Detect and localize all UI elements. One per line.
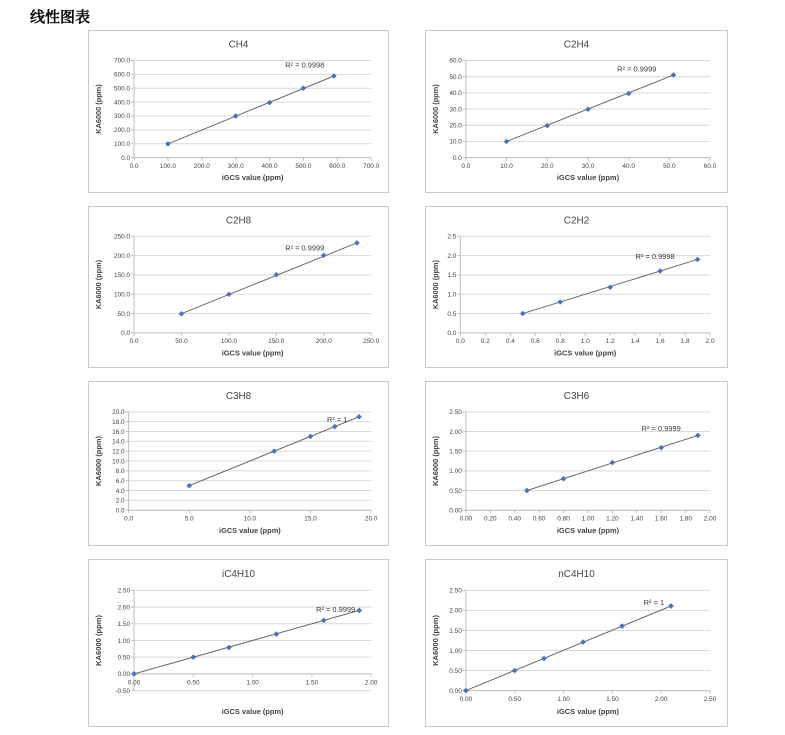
data-point-marker <box>544 123 550 128</box>
chart-card-c2h2 <box>425 206 728 368</box>
x-tick-label: 0.00 <box>459 696 473 704</box>
x-axis-title: iGCS value (ppm) <box>221 348 284 358</box>
data-point-marker <box>301 85 307 90</box>
x-tick-label: 2.00 <box>654 696 668 704</box>
y-tick-label: 14.0 <box>112 438 125 446</box>
x-tick-label: 0.0 <box>124 515 134 523</box>
y-tick-label: 12.0 <box>112 448 125 456</box>
y-tick-label: 2.0 <box>447 252 457 260</box>
y-tick-label: 4.0 <box>115 487 125 495</box>
y-tick-label: 100.0 <box>114 291 131 299</box>
x-tick-label: 40.0 <box>622 162 635 170</box>
x-tick-label: 2.0 <box>705 338 715 346</box>
r-squared-label: R² = 0.9999 <box>617 64 657 74</box>
x-axis-title: iGCS value (ppm) <box>556 173 620 183</box>
x-tick-label: 0.6 <box>530 338 540 346</box>
x-tick-label: 1.20 <box>606 515 619 523</box>
y-tick-label: 0.0 <box>121 330 131 338</box>
data-point-marker <box>356 414 362 420</box>
y-tick-label: 0.50 <box>449 487 462 495</box>
x-tick-label: 0.0 <box>129 162 139 170</box>
y-axis-title: KA6000 (ppm) <box>430 435 440 487</box>
y-tick-label: 0.50 <box>117 654 131 662</box>
y-tick-label: 200.0 <box>114 252 131 260</box>
x-tick-label: 0.8 <box>555 338 565 346</box>
data-point-marker <box>226 645 232 651</box>
x-tick-label: 0.0 <box>129 338 139 346</box>
x-tick-label: 1.0 <box>580 338 590 346</box>
chart-svg-nc4h10 <box>426 560 727 726</box>
data-point-marker <box>357 608 363 614</box>
x-tick-label: 5.0 <box>184 515 194 523</box>
y-tick-label: 20.0 <box>449 122 462 130</box>
data-point-marker <box>165 141 171 146</box>
data-point-marker <box>321 618 327 624</box>
x-tick-label: 1.50 <box>305 679 319 687</box>
data-point-marker <box>580 639 586 645</box>
chart-svg-ch4 <box>89 31 388 192</box>
x-tick-label: 0.20 <box>483 515 497 523</box>
chart-title: nC4H10 <box>558 569 595 581</box>
y-tick-label: 8.0 <box>115 468 125 476</box>
x-tick-label: 10.0 <box>500 162 513 170</box>
data-point-marker <box>695 257 701 262</box>
x-axis-title: iGCS value (ppm) <box>554 348 617 358</box>
trendline <box>507 75 674 141</box>
y-tick-label: 30.0 <box>449 106 462 114</box>
x-tick-label: 700.0 <box>363 162 380 170</box>
data-point-marker <box>695 433 701 439</box>
data-point-marker <box>267 100 273 105</box>
y-tick-label: 0.50 <box>449 667 462 675</box>
y-tick-label: 18.0 <box>112 418 125 426</box>
data-point-marker <box>619 623 625 629</box>
data-point-marker <box>274 631 280 637</box>
x-axis-title: iGCS value (ppm) <box>221 173 284 183</box>
y-tick-label: 100.0 <box>114 141 131 149</box>
data-point-marker <box>607 285 613 290</box>
r-squared-label: R² = 1 <box>327 415 348 425</box>
chart-svg-c3h8 <box>89 382 388 545</box>
y-tick-label: 150.0 <box>114 272 131 280</box>
trendline <box>466 606 671 691</box>
r-squared-label: R² = 0.9999 <box>285 243 325 253</box>
x-tick-label: 0.00 <box>459 515 473 523</box>
chart-svg-c3h6 <box>426 382 727 545</box>
y-tick-label: 0.0 <box>452 154 462 162</box>
y-tick-label: 2.00 <box>117 604 131 612</box>
y-tick-label: 2.5 <box>447 233 457 241</box>
data-point-marker <box>541 656 547 662</box>
x-tick-label: 1.00 <box>557 696 570 704</box>
x-tick-label: 0.2 <box>480 338 490 346</box>
x-tick-label: 100.0 <box>159 162 176 170</box>
y-axis-title: KA6000 (ppm) <box>430 260 440 310</box>
x-tick-label: 1.40 <box>630 515 644 523</box>
y-tick-label: 1.5 <box>447 272 457 280</box>
chart-title: CH4 <box>228 39 249 51</box>
data-point-marker <box>308 434 314 440</box>
y-tick-label: 1.0 <box>447 291 457 299</box>
data-point-marker <box>657 268 663 273</box>
chart-card-c3h8 <box>88 381 389 546</box>
y-tick-label: 0.0 <box>121 154 131 162</box>
x-tick-label: 30.0 <box>581 162 595 170</box>
y-tick-label: 0.00 <box>117 671 131 679</box>
x-tick-label: 2.50 <box>703 696 717 704</box>
y-axis-title: KA6000 (ppm) <box>431 615 440 666</box>
chart-svg-ic4h10 <box>89 560 388 726</box>
x-tick-label: 0.4 <box>505 338 515 346</box>
r-squared-label: R² = 0.9999 <box>641 424 681 434</box>
data-point-marker <box>557 299 563 304</box>
x-tick-label: 20.0 <box>364 515 378 523</box>
y-tick-label: 2.00 <box>449 428 462 436</box>
y-tick-label: 2.50 <box>449 587 462 595</box>
x-tick-label: 0.80 <box>557 515 570 523</box>
y-tick-label: 500.0 <box>114 85 131 93</box>
x-tick-label: 0.50 <box>187 679 200 687</box>
y-tick-label: 200.0 <box>114 127 131 135</box>
chart-svg-c2h8 <box>89 207 388 367</box>
data-point-marker <box>332 424 338 430</box>
y-axis-title: KA6000 (ppm) <box>93 260 103 310</box>
y-tick-label: 60.0 <box>449 57 462 65</box>
x-tick-label: 1.60 <box>654 515 668 523</box>
data-point-marker <box>610 460 616 466</box>
x-axis-title: iGCS value (ppm) <box>221 706 284 716</box>
x-tick-label: 2.00 <box>703 515 717 523</box>
y-axis-title: KA6000 (ppm) <box>430 84 440 134</box>
x-tick-label: 1.50 <box>606 696 619 704</box>
y-tick-label: 1.00 <box>449 647 462 655</box>
data-point-marker <box>520 311 526 316</box>
y-tick-label: 600.0 <box>114 71 131 79</box>
data-point-marker <box>271 448 277 454</box>
x-tick-label: 0.00 <box>127 679 141 687</box>
x-tick-label: 600.0 <box>329 162 346 170</box>
x-axis-title: iGCS value (ppm) <box>556 706 620 716</box>
y-tick-label: 20.0 <box>112 409 125 417</box>
x-tick-label: 1.6 <box>655 338 665 346</box>
r-squared-label: R² = 0.9998 <box>635 252 675 261</box>
y-tick-label: 50.0 <box>449 73 462 81</box>
chart-title: C2H8 <box>225 215 252 227</box>
r-squared-label: R² = 0.9999 <box>316 604 356 614</box>
y-tick-label: 1.00 <box>117 637 131 645</box>
x-tick-label: 20.0 <box>540 162 554 170</box>
charts-grid <box>88 30 728 727</box>
x-tick-label: 0.0 <box>461 162 471 170</box>
chart-svg-c2h4 <box>426 31 727 192</box>
y-tick-label: 16.0 <box>112 428 125 436</box>
x-tick-label: 10.0 <box>243 515 257 523</box>
y-tick-label: 0.5 <box>447 310 457 318</box>
y-tick-label: 2.0 <box>115 497 125 505</box>
y-tick-label: 1.50 <box>449 627 462 635</box>
x-tick-label: 200.0 <box>315 338 332 346</box>
x-tick-label: 0.60 <box>532 515 546 523</box>
chart-card-nc4h10 <box>425 559 728 727</box>
y-tick-label: 1.50 <box>449 448 462 456</box>
y-tick-label: 0.0 <box>115 507 125 515</box>
trendline <box>181 243 356 314</box>
x-tick-label: 150.0 <box>268 338 285 346</box>
y-tick-label: 1.00 <box>449 468 462 476</box>
data-point-marker <box>504 139 510 144</box>
x-tick-label: 1.2 <box>605 338 615 346</box>
x-tick-label: 400.0 <box>261 162 278 170</box>
data-point-marker <box>226 292 232 297</box>
y-axis-title: KA6000 (ppm) <box>93 84 103 134</box>
y-tick-label: 10.0 <box>112 458 125 466</box>
y-axis-title: KA6000 (ppm) <box>93 436 103 487</box>
y-tick-label: 50.0 <box>117 310 131 318</box>
x-tick-label: 50.0 <box>175 338 188 346</box>
y-tick-label: -0.50 <box>115 687 131 695</box>
x-tick-label: 250.0 <box>363 338 380 346</box>
x-tick-label: 60.0 <box>703 162 717 170</box>
x-tick-label: 1.8 <box>680 338 690 346</box>
x-tick-label: 0.0 <box>455 338 465 346</box>
data-point-marker <box>658 445 664 451</box>
chart-title: C2H2 <box>563 215 590 227</box>
chart-title: C2H4 <box>563 39 590 51</box>
chart-card-ch4 <box>88 30 389 193</box>
chart-card-c2h8 <box>88 206 389 368</box>
x-axis-title: iGCS value (ppm) <box>219 526 281 536</box>
y-tick-label: 700.0 <box>114 57 131 65</box>
data-point-marker <box>561 476 567 482</box>
data-point-marker <box>354 240 360 245</box>
data-point-marker <box>131 671 137 677</box>
chart-title: C3H6 <box>563 390 590 402</box>
x-tick-label: 300.0 <box>227 162 244 170</box>
x-tick-label: 50.0 <box>663 162 676 170</box>
y-tick-label: 2.50 <box>449 409 462 417</box>
trendline <box>168 76 334 144</box>
chart-card-c3h6 <box>425 381 728 546</box>
data-point-marker <box>179 311 185 316</box>
data-point-marker <box>463 688 469 694</box>
y-tick-label: 400.0 <box>114 99 131 107</box>
x-tick-label: 1.4 <box>630 338 640 346</box>
y-tick-label: 1.50 <box>117 621 131 629</box>
data-point-marker <box>191 654 197 660</box>
data-point-marker <box>186 483 192 489</box>
y-tick-label: 2.50 <box>117 587 131 595</box>
r-squared-label: R² = 0.9998 <box>285 60 325 70</box>
x-tick-label: 200.0 <box>193 162 210 170</box>
chart-card-c2h4 <box>425 30 728 193</box>
y-tick-label: 0.00 <box>449 687 462 695</box>
x-tick-label: 0.50 <box>508 696 521 704</box>
chart-title: C3H8 <box>225 390 252 402</box>
data-point-marker <box>233 113 239 118</box>
x-tick-label: 500.0 <box>295 162 312 170</box>
y-tick-label: 0.00 <box>449 507 462 515</box>
y-axis-title: KA6000 (ppm) <box>93 614 103 666</box>
x-tick-label: 1.00 <box>581 515 595 523</box>
x-tick-label: 2.00 <box>364 679 378 687</box>
y-tick-label: 6.0 <box>115 477 125 485</box>
y-tick-label: 300.0 <box>114 113 131 121</box>
x-axis-title: iGCS value (ppm) <box>556 526 620 536</box>
x-tick-label: 15.0 <box>304 515 317 523</box>
x-tick-label: 100.0 <box>220 338 237 346</box>
y-tick-label: 250.0 <box>114 233 131 241</box>
x-tick-label: 1.80 <box>679 515 692 523</box>
data-point-marker <box>512 668 518 674</box>
data-point-marker <box>585 106 591 111</box>
y-tick-label: 40.0 <box>449 90 462 98</box>
r-squared-label: R² = 1 <box>643 597 665 607</box>
x-tick-label: 1.00 <box>246 679 259 687</box>
data-point-marker <box>524 488 530 494</box>
y-tick-label: 2.00 <box>449 607 462 615</box>
y-tick-label: 0.0 <box>447 330 457 338</box>
chart-svg-c2h2 <box>426 207 727 367</box>
page-title: 线性图表 <box>30 9 91 26</box>
chart-title: iC4H10 <box>222 569 255 581</box>
chart-card-ic4h10 <box>88 559 389 727</box>
x-tick-label: 0.40 <box>508 515 521 523</box>
data-point-marker <box>668 603 674 609</box>
y-tick-label: 10.0 <box>449 138 462 146</box>
